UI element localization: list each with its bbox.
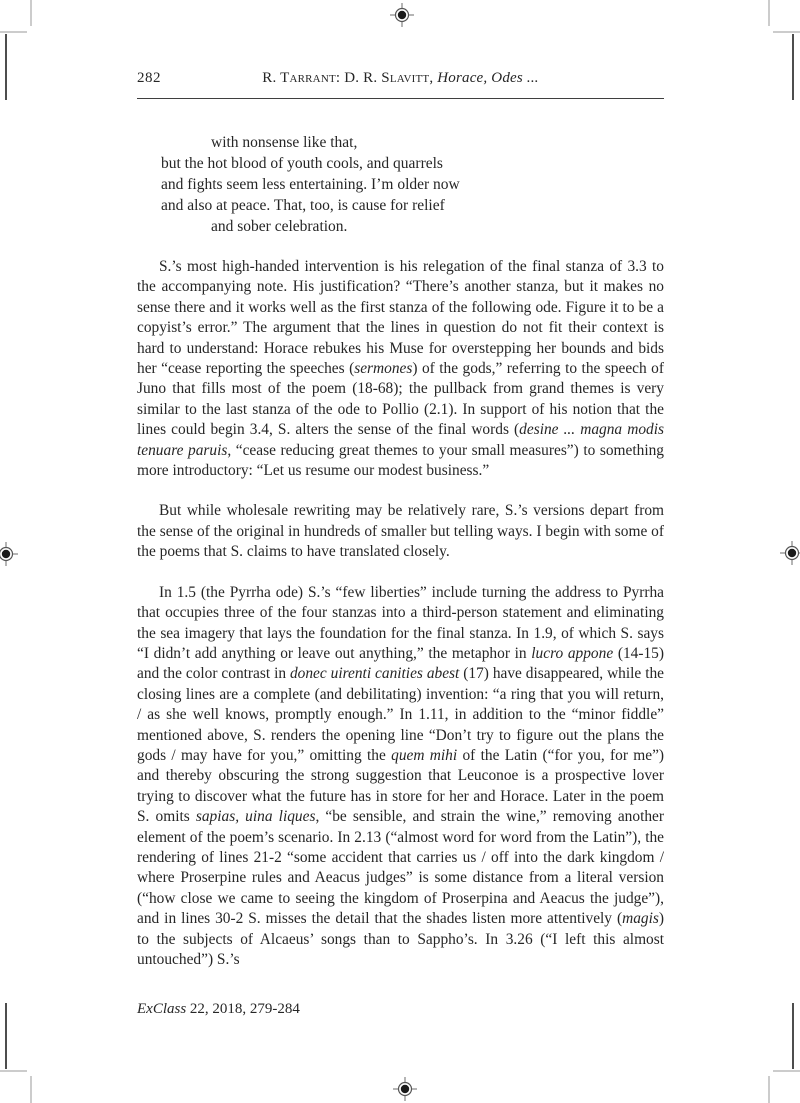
fold-bar-bottom-left [5, 1003, 7, 1069]
crop-mark-top-right-vertical [768, 0, 770, 26]
crop-mark-top-left-vertical [30, 0, 32, 26]
registration-mark-top-icon [390, 3, 414, 27]
registration-mark-left-icon [0, 542, 18, 566]
footer-citation: ExClass 22, 2018, 279-284 [137, 1001, 300, 1017]
poem-line: and sober celebration. [211, 218, 348, 235]
crop-mark-bottom-left-vertical [30, 1076, 32, 1103]
fold-bar-bottom-right [792, 1003, 794, 1069]
poem-line: and also at peace. That, too, is cause for relief [161, 197, 445, 214]
poem-quotation [161, 132, 664, 237]
text-block [137, 70, 664, 990]
poem-line: with nonsense like that, [211, 134, 358, 151]
registration-mark-bottom-icon [393, 1077, 417, 1101]
page-number: 282 [137, 70, 161, 86]
running-title: R. Tarrant: D. R. Slavitt, Horace, Odes ... [262, 70, 539, 86]
fold-bar-top-left [5, 34, 7, 100]
crop-mark-bottom-right-horizontal [773, 1070, 800, 1072]
body-text [137, 257, 664, 970]
poem-line: and fights seem less entertaining. I’m older now [161, 176, 460, 193]
fold-bar-top-right [792, 34, 794, 100]
body-paragraph-1: S.’s most high-handed intervention is his relegation of the final stanza of 3.3 to the accompanying note. His justification? “There’s another stanza, but it makes no sense there and it works well as the first stanza of the following ode. Figure it to be a copyist’s error.” The argument that the lines in question do not fit their context is hard to understand: Horace rebukes his Muse for overstepping her bounds and bids her “cease reporting the speeches (sermones) of the gods,” referring to the speech of Juno that fills most of the poem (18-68); the pullback from grand themes is very similar to the last stanza of the ode to Pollio (2.1). In support of his notion that the lines could begin 3.4, S. alters the sense of the final words (desine ... magna modis tenuare paruis, “cease reducing great themes to your small measures”) to something more introductory: “Let us resume our modest business.” [137, 258, 664, 480]
crop-mark-bottom-left-horizontal [0, 1070, 27, 1072]
crop-mark-top-left-horizontal [0, 31, 27, 33]
crop-mark-bottom-right-vertical [768, 1076, 770, 1103]
registration-mark-right-icon [780, 541, 800, 565]
poem-line: but the hot blood of youth cools, and quarrels [161, 155, 443, 172]
running-header [137, 70, 664, 99]
body-paragraph-3: In 1.5 (the Pyrrha ode) S.’s “few liberties” include turning the address to Pyrrha that occupies three of the four stanzas into a third-person statement and eliminating the sea imagery that lays the foundation for the final stanza. In 1.9, of which S. says “I didn’t add anything or leave out anything,” the metaphor in lucro appone (14-15) and the color contrast in donec uirenti canities abest (17) have disappeared, while the closing lines are a complete (and debilitating) invention: “a ring that you will return, / as she well knows, promptly enough.” In 1.11, in addition to the “minor fiddle” mentioned above, S. renders the opening line “Don’t try to figure out the plans the gods / may have for you,” omitting the quem mihi of the Latin (“for you, for me”) and thereby obscuring the strong suggestion that Leuconoe is a prospective lover trying to discover what the future has in store for her and Horace. Later in the poem S. omits sapias, uina liques, “be sensible, and strain the wine,” removing another element of the poem’s scenario. In 2.13 (“almost word for word from the Latin”), the rendering of lines 21-2 “some accident that carries us / off into the dark kingdom / where Proserpine rules and Aeacus judges” is some distance from a literal version (“how close we came to seeing the kingdom of Proserpina and Aeacus the judge”), and in lines 30-2 S. misses the detail that the shades listen more attentively (magis) to the subjects of Alcaeus’ songs than to Sappho’s. In 3.26 (“I left this almost untouched”) S.’s [137, 583, 665, 968]
body-paragraph-2: But while wholesale rewriting may be relatively rare, S.’s versions depart from the sense of the original in hundreds of smaller but telling ways. I begin with some of the poems that S. claims to have translated closely. [137, 502, 664, 561]
crop-mark-top-right-horizontal [773, 31, 800, 33]
